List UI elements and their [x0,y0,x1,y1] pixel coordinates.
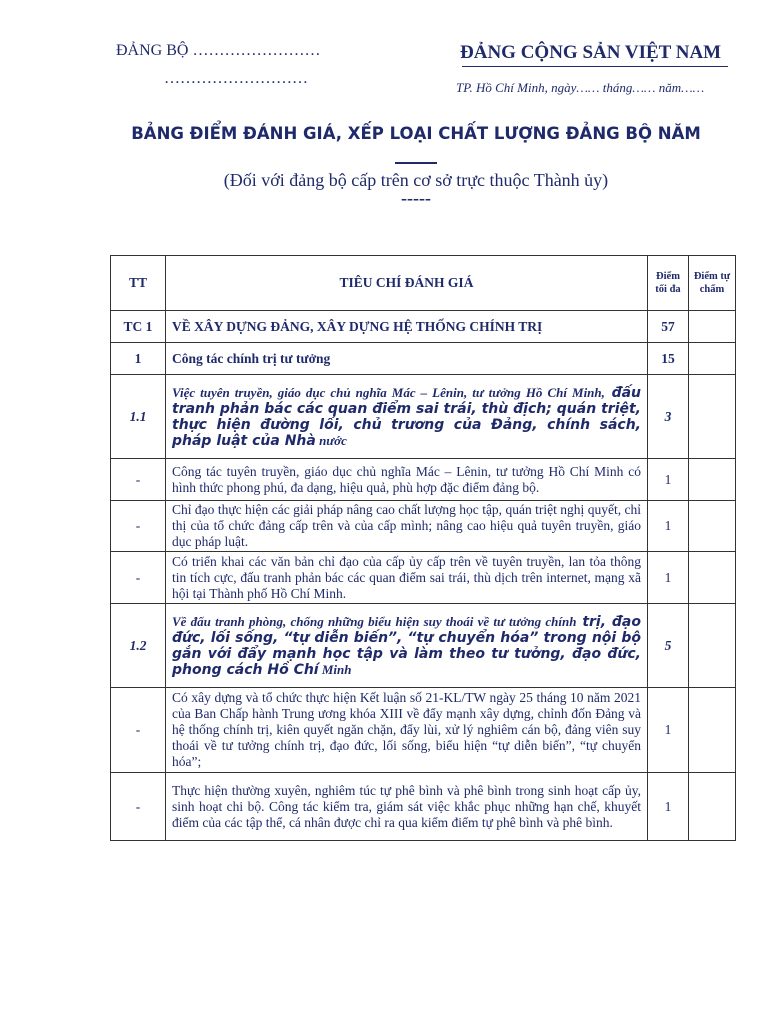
row-tt: 1.1 [111,375,166,459]
self-score-cell[interactable] [689,459,736,501]
criteria-part: Việc tuyên truyền, giáo dục chủ nghĩa Mác – Lênin, tư tưởng Hồ Chí Minh, [172,384,605,400]
header-max-score: Điểm tối đa [648,256,689,311]
table-header-row [111,256,736,311]
row-tt: - [111,459,166,501]
party-name-heading: ĐẢNG CỘNG SẢN VIỆT NAM [460,42,722,63]
criteria-part: đấu tranh phản bác các quan điểm sai trái, thù địch; quán triệt, thực hiện đường lối, chủ trương của Đảng, chính sách, pháp luật của Nhà [172,384,641,449]
row-tt: 1.2 [111,604,166,688]
header-tt: TT [111,256,166,311]
year-blank-line [395,162,437,164]
table-row [111,773,736,841]
table-row [111,688,736,773]
table-row [111,311,736,343]
self-score-cell[interactable] [689,311,736,343]
table-row [111,375,736,459]
criteria-part: nước [315,432,347,448]
row-max-score: 5 [648,604,689,688]
row-criteria: Thực hiện thường xuyên, nghiêm túc tự phê bình và phê bình trong sinh hoạt cấp ủy, sinh hoạt chi bộ. Công tác kiểm tra, giám sát việc khắc phục những hạn chế, khuyết điểm của các tập thể, cá nhân được chỉ ra qua kiểm điểm tự phê bình và phê bình. [166,773,648,841]
row-criteria: Có triển khai các văn bản chỉ đạo của cấp ủy cấp trên về tuyên truyền, lan tỏa thông tin tích cực, đấu tranh phản bác các quan điểm sai trái, thù dịch trên internet, mạng xã hội tại Thành phố Hồ Chí Minh. [166,552,648,604]
header-criteria: TIÊU CHÍ ĐÁNH GIÁ [166,256,648,311]
document-title: BẢNG ĐIỂM ĐÁNH GIÁ, XẾP LOẠI CHẤT LƯỢNG ĐẢNG BỘ NĂM [131,124,701,143]
party-committee-label-continued: ……………………… [164,70,308,87]
criteria-part: trị, đạo đức, lối sống, “tự diễn biến”, “tự chuyển hóa” trong nội bộ gắn với đẩy mạnh học tập và làm theo tư tưởng, đạo đức, phong cách Hồ Chí [172,613,641,678]
row-criteria [166,604,648,688]
row-max-score: 1 [648,501,689,552]
table-row [111,604,736,688]
row-max-score: 1 [648,773,689,841]
row-max-score: 3 [648,375,689,459]
row-tt: - [111,688,166,773]
header-self-score: Điểm tự chấm [689,256,736,311]
party-committee-label: ĐẢNG BỘ …………………… [116,42,321,59]
row-criteria: VỀ XÂY DỰNG ĐẢNG, XÂY DỰNG HỆ THỐNG CHÍNH TRỊ [166,311,648,343]
table-row [111,501,736,552]
self-score-cell[interactable] [689,604,736,688]
row-max-score: 1 [648,459,689,501]
title-separator: ----- [401,188,431,208]
table-row [111,552,736,604]
row-max-score: 1 [648,552,689,604]
row-criteria [166,375,648,459]
row-max-score: 15 [648,343,689,375]
row-max-score: 1 [648,688,689,773]
self-score-cell[interactable] [689,343,736,375]
self-score-cell[interactable] [689,688,736,773]
row-tt: - [111,501,166,552]
criteria-part: Minh [318,661,352,677]
criteria-part: Về đấu tranh phòng, chống những biểu hiện suy thoái về tư tưởng chính [172,613,577,629]
self-score-cell[interactable] [689,552,736,604]
self-score-cell[interactable] [689,501,736,552]
place-date-line: TP. Hồ Chí Minh, ngày…… tháng…… năm…… [456,80,705,95]
self-score-cell[interactable] [689,375,736,459]
row-criteria: Công tác tuyên truyền, giáo dục chủ nghĩa Mác – Lênin, tư tưởng Hồ Chí Minh có hình thức phong phú, đa dạng, hiệu quả, phù hợp đặc điểm đảng bộ. [166,459,648,501]
evaluation-table [110,255,736,841]
row-max-score: 57 [648,311,689,343]
row-tt: - [111,552,166,604]
row-criteria: Có xây dựng và tổ chức thực hiện Kết luận số 21-KL/TW ngày 25 tháng 10 năm 2021 của Ban Chấp hành Trung ương khóa XIII về đẩy mạnh xây dựng, chỉnh đốn Đảng và hệ thống chính trị, kiên quyết ngăn chặn, đẩy lùi, xử lý nghiêm cán bộ, đảng viên suy thoái về tư tưởng chính trị, đạo đức, lối sống, biểu hiện “tự diễn biến”, “tự chuyển hóa”; [166,688,648,773]
row-criteria: Chỉ đạo thực hiện các giải pháp nâng cao chất lượng học tập, quán triệt nghị quyết, chỉ thị của tổ chức đảng cấp trên và của cấp mình; nâng cao hiệu quả tuyên truyền, giáo dục pháp luật. [166,501,648,552]
document-subtitle: (Đối với đảng bộ cấp trên cơ sở trực thuộc Thành ủy) [223,170,609,190]
row-criteria: Công tác chính trị tư tưởng [166,343,648,375]
table-row [111,343,736,375]
row-tt: TC 1 [111,311,166,343]
row-tt: - [111,773,166,841]
self-score-cell[interactable] [689,773,736,841]
party-name-underline [462,66,728,67]
table-row [111,459,736,501]
row-tt: 1 [111,343,166,375]
